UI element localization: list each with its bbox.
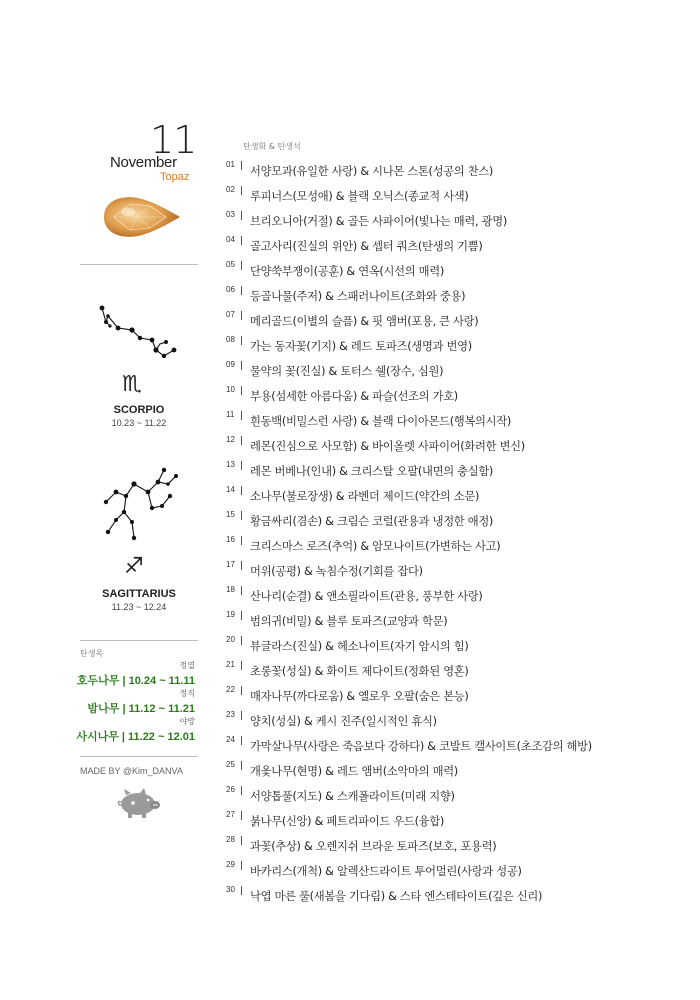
day-separator [241, 836, 248, 845]
list-item [226, 785, 455, 804]
day-separator [241, 261, 248, 270]
day-separator [241, 561, 248, 570]
day-number: 10 [226, 385, 235, 394]
day-number: 06 [226, 285, 235, 294]
tree-note: 정열 [179, 661, 195, 670]
made-by-credit: MADE BY @Kim_DANVA [80, 766, 183, 776]
day-flower-stone-text: 바카리스(개척) & 알렉산드라이트 투어멀린(사랑과 성공) [250, 865, 522, 878]
day-separator [241, 536, 248, 545]
day-separator [241, 661, 248, 670]
day-separator [241, 886, 248, 895]
day-flower-stone-text: 붉나무(신앙) & 페트리파이드 우드(융합) [250, 815, 445, 828]
sagittarius-constellation-icon [96, 462, 186, 544]
list-item [226, 360, 443, 379]
sagittarius-glyph-icon: ♐ [124, 554, 144, 579]
list-item [226, 585, 482, 604]
list-item [226, 610, 447, 629]
list-item [226, 685, 469, 704]
day-number: 11 [226, 410, 235, 419]
day-flower-stone-text: 뷰글라스(진실) & 헤소나이트(자기 암시의 힘) [250, 640, 469, 653]
day-flower-stone-text: 매자나무(까다로움) & 옐로우 오팔(숨은 본능) [250, 690, 469, 703]
month-name: November [110, 154, 177, 171]
scorpio-glyph-icon: ♏ [122, 372, 142, 397]
day-flower-stone-text: 단양쑥부쟁이(공훈) & 연옥(시선의 매력) [250, 265, 445, 278]
day-number: 04 [226, 235, 235, 244]
tree-line: 사시나무 | 11.22 ~ 12.01 [76, 731, 195, 743]
day-flower-stone-text: 브리오니아(거절) & 골든 사파이어(빛나는 매력, 광명) [250, 215, 507, 228]
list-item [226, 860, 522, 879]
day-separator [241, 236, 248, 245]
day-separator [241, 411, 248, 420]
day-separator [241, 211, 248, 220]
list-title: 탄생화 & 탄생석 [243, 142, 301, 151]
day-number: 13 [226, 460, 235, 469]
sagittarius-sign-name: SAGITTARIUS [102, 588, 176, 600]
list-item [226, 535, 500, 554]
list-item [226, 835, 496, 854]
day-separator [241, 736, 248, 745]
day-number: 14 [226, 485, 235, 494]
day-number: 19 [226, 610, 235, 619]
list-item [226, 460, 493, 479]
day-number: 17 [226, 560, 235, 569]
day-flower-stone-text: 가막살나무(사랑은 죽음보다 강하다) & 코발트 캘사이트(초조감의 해방) [250, 740, 592, 753]
day-separator [241, 286, 248, 295]
day-separator [241, 361, 248, 370]
divider [80, 756, 198, 757]
month-number: 11 [150, 118, 197, 162]
day-flower-stone-text: 머위(공평) & 녹침수정(기회를 잡다) [250, 565, 423, 578]
list-item [226, 385, 458, 404]
birth-tree-title: 탄생목 [80, 649, 104, 658]
day-number: 25 [226, 760, 235, 769]
day-number: 01 [226, 160, 235, 169]
topaz-gem-icon [100, 192, 182, 242]
day-number: 03 [226, 210, 235, 219]
day-separator [241, 511, 248, 520]
tree-note: 정직 [179, 689, 195, 698]
list-item [226, 710, 437, 729]
day-separator [241, 436, 248, 445]
day-number: 12 [226, 435, 235, 444]
day-number: 24 [226, 735, 235, 744]
list-item [226, 235, 482, 254]
list-item [226, 760, 458, 779]
day-number: 26 [226, 785, 235, 794]
day-separator [241, 686, 248, 695]
list-item [226, 510, 493, 529]
day-number: 20 [226, 635, 235, 644]
day-separator [241, 336, 248, 345]
list-item [226, 210, 507, 229]
day-separator [241, 611, 248, 620]
sagittarius-date-range: 11.23 ~ 12.24 [111, 602, 167, 612]
day-number: 22 [226, 685, 235, 694]
scorpio-sign-name: SCORPIO [113, 404, 165, 416]
day-number: 15 [226, 510, 235, 519]
day-separator [241, 311, 248, 320]
day-separator [241, 761, 248, 770]
list-item [226, 660, 469, 679]
day-number: 28 [226, 835, 235, 844]
day-flower-stone-text: 메리골드(이별의 슬픔) & 핏 앰버(포용, 큰 사랑) [250, 315, 479, 328]
day-separator [241, 386, 248, 395]
day-flower-stone-text: 흰동백(비밀스런 사랑) & 블랙 다이아몬드(행복의시작) [250, 415, 511, 428]
day-separator [241, 161, 248, 170]
day-flower-stone-text: 등골나물(주저) & 스패러나이트(조화와 중용) [250, 290, 466, 303]
list-item [226, 560, 423, 579]
list-item [226, 160, 493, 179]
day-number: 18 [226, 585, 235, 594]
day-separator [241, 636, 248, 645]
divider [80, 264, 198, 265]
day-separator [241, 786, 248, 795]
day-separator [241, 586, 248, 595]
day-flower-stone-text: 황금싸리(겸손) & 크림슨 코럴(관용과 냉정한 애정) [250, 515, 494, 528]
day-number: 02 [226, 185, 235, 194]
day-number: 05 [226, 260, 235, 269]
list-item [226, 310, 478, 329]
day-separator [241, 711, 248, 720]
scorpio-date-range: 10.23 ~ 11.22 [111, 418, 167, 428]
day-flower-stone-text: 초롱꽃(성실) & 화이트 제다이트(정화된 영혼) [250, 665, 469, 678]
day-flower-stone-text: 크리스마스 로즈(추억) & 암모나이트(가변하는 사고) [250, 540, 501, 553]
list-item [226, 335, 472, 354]
divider [80, 640, 198, 641]
day-flower-stone-text: 서양톱풀(지도) & 스캐폴라이트(미래 지향) [250, 790, 455, 803]
day-flower-stone-text: 가는 동자꽃(기지) & 레드 토파즈(생명과 번영) [250, 340, 472, 353]
scorpio-constellation-icon [96, 298, 182, 364]
day-flower-stone-text: 골고사리(진실의 위안) & 셉터 쿼츠(탄생의 기쁨) [250, 240, 483, 253]
day-flower-stone-text: 레몬 버베나(인내) & 크리스탈 오팔(내면의 충실함) [250, 465, 494, 478]
day-number: 23 [226, 710, 235, 719]
day-flower-stone-text: 범의귀(비밀) & 블루 토파즈(교양과 학문) [250, 615, 448, 628]
list-item [226, 810, 444, 829]
tree-line: 밤나무 | 11.12 ~ 11.21 [87, 703, 195, 715]
day-number: 16 [226, 535, 235, 544]
list-item [226, 735, 592, 754]
day-flower-stone-text: 부용(섬세한 아름다움) & 파슬(선조의 가호) [250, 390, 458, 403]
day-separator [241, 861, 248, 870]
day-flower-stone-text: 물약의 꽃(진실) & 토터스 쉘(장수, 심원) [250, 365, 444, 378]
day-flower-stone-text: 과꽃(추상) & 오렌지쉬 브라운 토파즈(보호, 포용력) [250, 840, 497, 853]
pig-icon [116, 786, 162, 820]
day-number: 21 [226, 660, 235, 669]
day-number: 29 [226, 860, 235, 869]
day-flower-stone-text: 개옻나무(현명) & 레드 앰버(소악마의 매력) [250, 765, 458, 778]
list-item [226, 885, 542, 904]
list-item [226, 185, 469, 204]
day-flower-stone-text: 레몬(진심으로 사모함) & 바이올렛 사파이어(화려한 변신) [250, 440, 525, 453]
day-flower-stone-text: 루피너스(모성애) & 블랙 오닉스(종교적 사색) [250, 190, 469, 203]
day-flower-stone-text: 산나리(순결) & 앤소필라이트(관용, 풍부한 사랑) [250, 590, 483, 603]
day-separator [241, 811, 248, 820]
day-number: 30 [226, 885, 235, 894]
day-separator [241, 461, 248, 470]
day-number: 27 [226, 810, 235, 819]
day-number: 08 [226, 335, 235, 344]
tree-line: 호두나무 | 10.24 ~ 11.11 [76, 675, 195, 687]
day-separator [241, 186, 248, 195]
day-flower-stone-text: 서양모과(유일한 사랑) & 시나몬 스톤(성공의 찬스) [250, 165, 494, 178]
day-separator [241, 486, 248, 495]
list-item [226, 485, 479, 504]
day-flower-stone-text: 낙엽 마른 풀(새봄을 기다림) & 스타 엔스테타이트(깊은 신리) [250, 890, 543, 903]
list-item [226, 435, 525, 454]
birthstone-label: Topaz [160, 171, 190, 183]
day-number: 07 [226, 310, 235, 319]
list-item [226, 260, 444, 279]
list-item [226, 285, 465, 304]
list-item [226, 635, 469, 654]
list-item [226, 410, 511, 429]
day-number: 09 [226, 360, 235, 369]
day-flower-stone-text: 양치(성실) & 케시 진주(일시적인 휴식) [250, 715, 437, 728]
day-flower-stone-text: 소나무(불로장생) & 라벤더 제이드(약간의 소문) [250, 490, 480, 503]
tree-note: 야망 [179, 717, 195, 726]
